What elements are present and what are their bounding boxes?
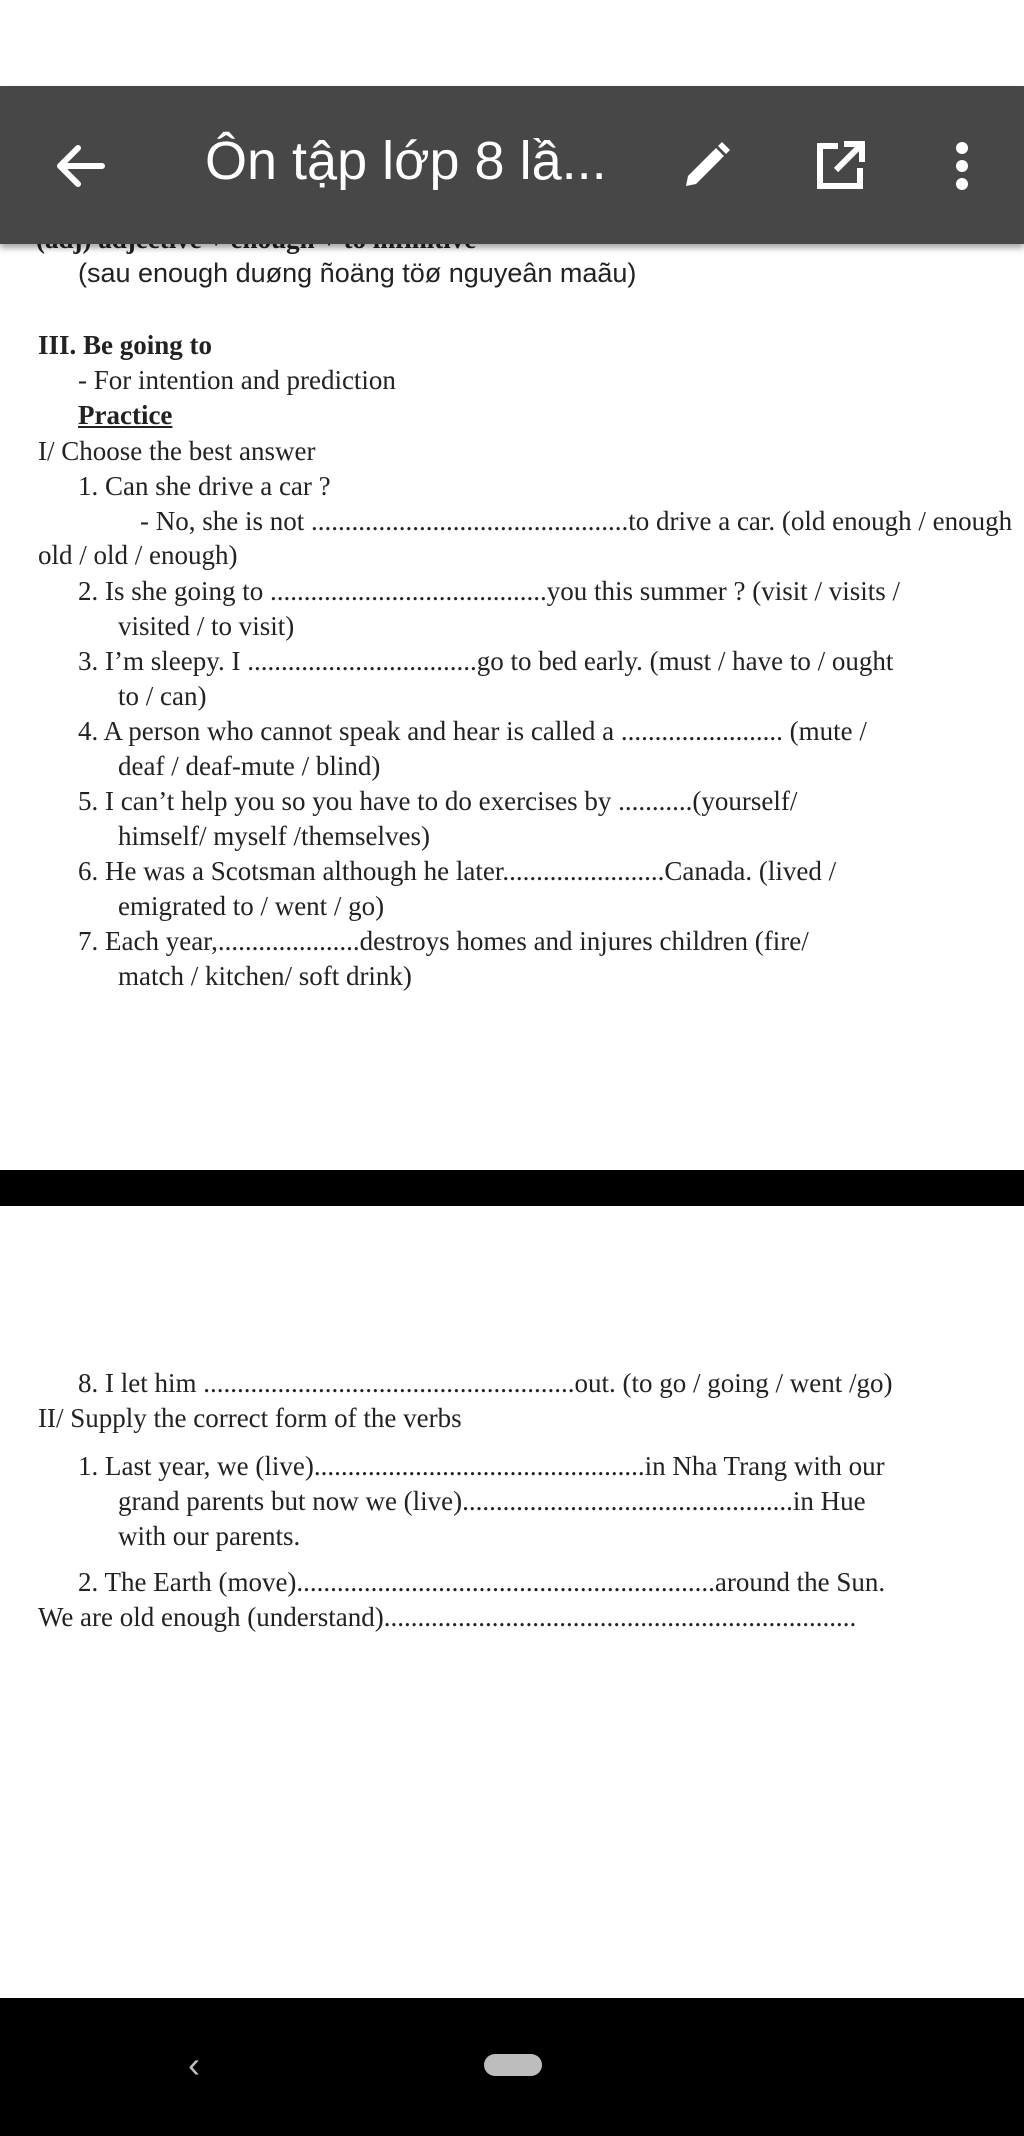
section-heading: III. Be going to — [38, 330, 213, 360]
open-external-button[interactable] — [804, 130, 876, 202]
question-2-options: visited / to visit) — [118, 611, 295, 641]
verb-question-1-line-3: with our parents. — [118, 1521, 301, 1551]
pencil-icon — [678, 138, 734, 194]
nav-home-pill[interactable] — [484, 2054, 542, 2076]
question-5-options: himself/ myself /themselves) — [118, 821, 430, 851]
overflow-menu-button[interactable] — [926, 130, 998, 202]
grammar-note: (sau enough duøng ñoäng töø nguyeân maãu) — [78, 258, 637, 288]
question-1-answer: - No, she is not ...............................................to drive a car. (old enough / enough — [140, 506, 1013, 536]
question-3: 3. I’m sleepy. I ..................................go to bed early. (must / have to / ought — [78, 646, 894, 676]
verb-question-2: 2. The Earth (move)..............................................................around the Sun. — [78, 1567, 886, 1597]
verb-question-3: We are old enough (understand)...................................................................... — [38, 1602, 857, 1632]
open-in-new-icon — [812, 138, 868, 194]
exercise-2-title: II/ Supply the correct form of the verbs — [38, 1403, 462, 1433]
question-7: 7. Each year,.....................destroys homes and injures children (fire/ — [78, 926, 809, 956]
question-8: 8. I let him .......................................................out. (to go / going / went /go) — [78, 1368, 893, 1398]
question-6-options: emigrated to / went / go) — [118, 891, 385, 921]
page-separator — [0, 1170, 1024, 1206]
document-page-2 — [0, 1206, 1024, 1998]
question-3-options: to / can) — [118, 681, 207, 711]
app-bar — [0, 86, 1024, 244]
question-5: 5. I can’t help you so you have to do exercises by ...........(yourself/ — [78, 786, 798, 816]
question-7-options: match / kitchen/ soft drink) — [118, 961, 412, 991]
practice-heading: Practice — [78, 400, 173, 430]
section-bullet: - For intention and prediction — [78, 365, 396, 395]
question-4-options: deaf / deaf-mute / blind) — [118, 751, 381, 781]
edit-button[interactable] — [670, 130, 742, 202]
question-4: 4. A person who cannot speak and hear is called a ........................ (mute / — [78, 716, 867, 746]
verb-question-1: 1. Last year, we (live).................................................in Nha Trang with our — [78, 1451, 885, 1481]
question-6: 6. He was a Scotsman although he later........................Canada. (lived / — [78, 856, 837, 886]
document-title: Ôn tập lớp 8 lầ... — [205, 131, 607, 191]
nav-back-button[interactable]: ‹ — [188, 2044, 200, 2085]
question-1-options: old / old / enough) — [38, 540, 238, 570]
question-1: 1. Can she drive a car ? — [78, 471, 331, 501]
system-navigation-bar — [0, 1998, 1024, 2136]
more-vert-icon — [952, 138, 972, 194]
question-2: 2. Is she going to .........................................you this summer ? (visit / visits / — [78, 576, 900, 606]
back-button[interactable] — [44, 130, 116, 202]
verb-question-1-line-2: grand parents but now we (live).................................................in Hue — [118, 1486, 866, 1516]
arrow-left-icon — [52, 138, 108, 194]
exercise-1-title: I/ Choose the best answer — [38, 436, 316, 466]
